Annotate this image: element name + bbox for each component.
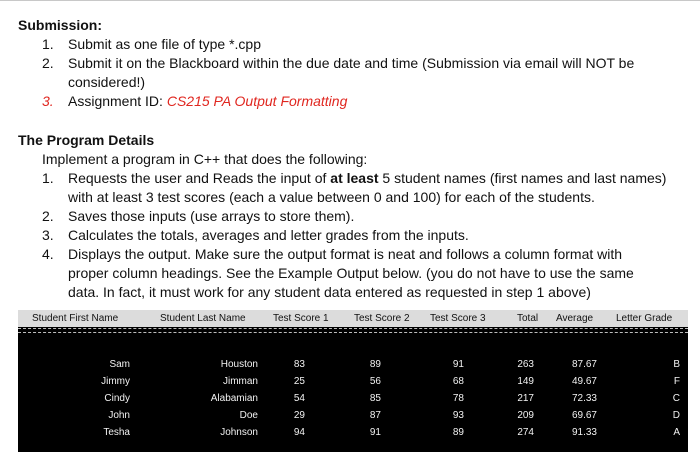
cell-letter-grade: C [672,393,680,404]
cell-test-score-3: 78 [452,393,464,404]
cell-letter-grade: B [673,359,680,370]
cell-last-name: Jimman [222,376,258,387]
cell-test-score-1: 83 [293,359,305,370]
cell-test-score-1: 94 [293,427,305,438]
header-test-score-3: Test Score 3 [430,313,486,324]
header-test-score-2: Test Score 2 [354,313,410,324]
cell-last-name: Alabamian [210,393,258,404]
cell-test-score-2: 56 [369,376,381,387]
submission-list [18,35,688,111]
header-separator [18,328,688,333]
cell-total: 274 [517,427,534,438]
details-item-1: 1. Requests the user and Reads the input of at least 5 student names (first names and last names) with at least 3 test scores (each a value between 0 and 100) for each of the students. [42,170,667,205]
cell-test-score-1: 54 [293,393,305,404]
table-row [18,424,688,441]
cell-test-score-2: 89 [369,359,381,370]
cell-first-name: Cindy [104,393,130,404]
cell-first-name: Tesha [103,427,130,438]
cell-total: 149 [517,376,534,387]
header-first-name: Student First Name [32,313,119,324]
submission-item-1: 1. Submit as one file of type *.cpp [42,36,261,52]
cell-test-score-3: 93 [452,410,464,421]
cell-average: 87.67 [571,359,597,370]
cell-first-name: Sam [109,359,130,370]
cell-test-score-3: 68 [452,376,464,387]
table-row [18,373,688,390]
header-test-score-1: Test Score 1 [273,313,329,324]
cell-letter-grade: F [673,376,680,387]
table-row [18,356,688,373]
cell-average: 49.67 [571,376,597,387]
header-last-name: Student Last Name [160,313,246,324]
document-body [18,16,688,302]
table-row [18,407,688,424]
program-details-intro: Implement a program in C++ that does the following: [42,151,368,167]
table-row [18,390,688,407]
top-divider [0,0,700,1]
submission-item-2: 2. Submit it on the Blackboard within the due date and time (Submission via email will NOT be considered!) [42,55,635,90]
cell-test-score-2: 85 [369,393,381,404]
table-header [18,310,688,327]
cell-test-score-3: 91 [452,359,464,370]
cell-last-name: Houston [220,359,258,370]
cell-total: 263 [517,359,534,370]
header-average: Average [556,313,594,324]
cell-average: 91.33 [571,427,597,438]
assignment-id: CS215 PA Output Formatting [166,93,348,109]
header-letter-grade: Letter Grade [616,313,673,324]
header-total: Total [517,313,539,324]
cell-first-name: Jimmy [101,376,130,387]
cell-total: 217 [517,393,534,404]
cell-letter-grade: A [673,427,680,438]
program-details-heading: The Program Details [18,132,155,148]
cell-letter-grade: D [672,410,680,421]
submission-heading: Submission: [18,17,103,33]
cell-last-name: Johnson [220,427,258,438]
details-item-4: 4. Displays the output. Make sure the output format is neat and follows a column format with proper column headings. See the Example Output below. (you do not have to use the same data. In fact, it must work for any student data entered as requested in step 1 above) [42,246,634,300]
example-output-console [18,310,688,452]
cell-first-name: John [108,410,130,421]
cell-last-name: Doe [239,410,258,421]
cell-total: 209 [517,410,534,421]
program-details-list [42,169,688,302]
submission-item-3: 3. Assignment ID: CS215 PA Output Formatting [42,93,348,109]
cell-test-score-3: 89 [452,427,464,438]
cell-test-score-2: 91 [369,427,381,438]
details-item-2: 2. Saves those inputs (use arrays to store them). [42,208,355,224]
cell-test-score-1: 25 [293,376,305,387]
cell-test-score-2: 87 [369,410,381,421]
details-item-3: 3. Calculates the totals, averages and letter grades from the inputs. [42,227,469,243]
cell-test-score-1: 29 [293,410,305,421]
cell-average: 69.67 [571,410,597,421]
cell-average: 72.33 [571,393,597,404]
